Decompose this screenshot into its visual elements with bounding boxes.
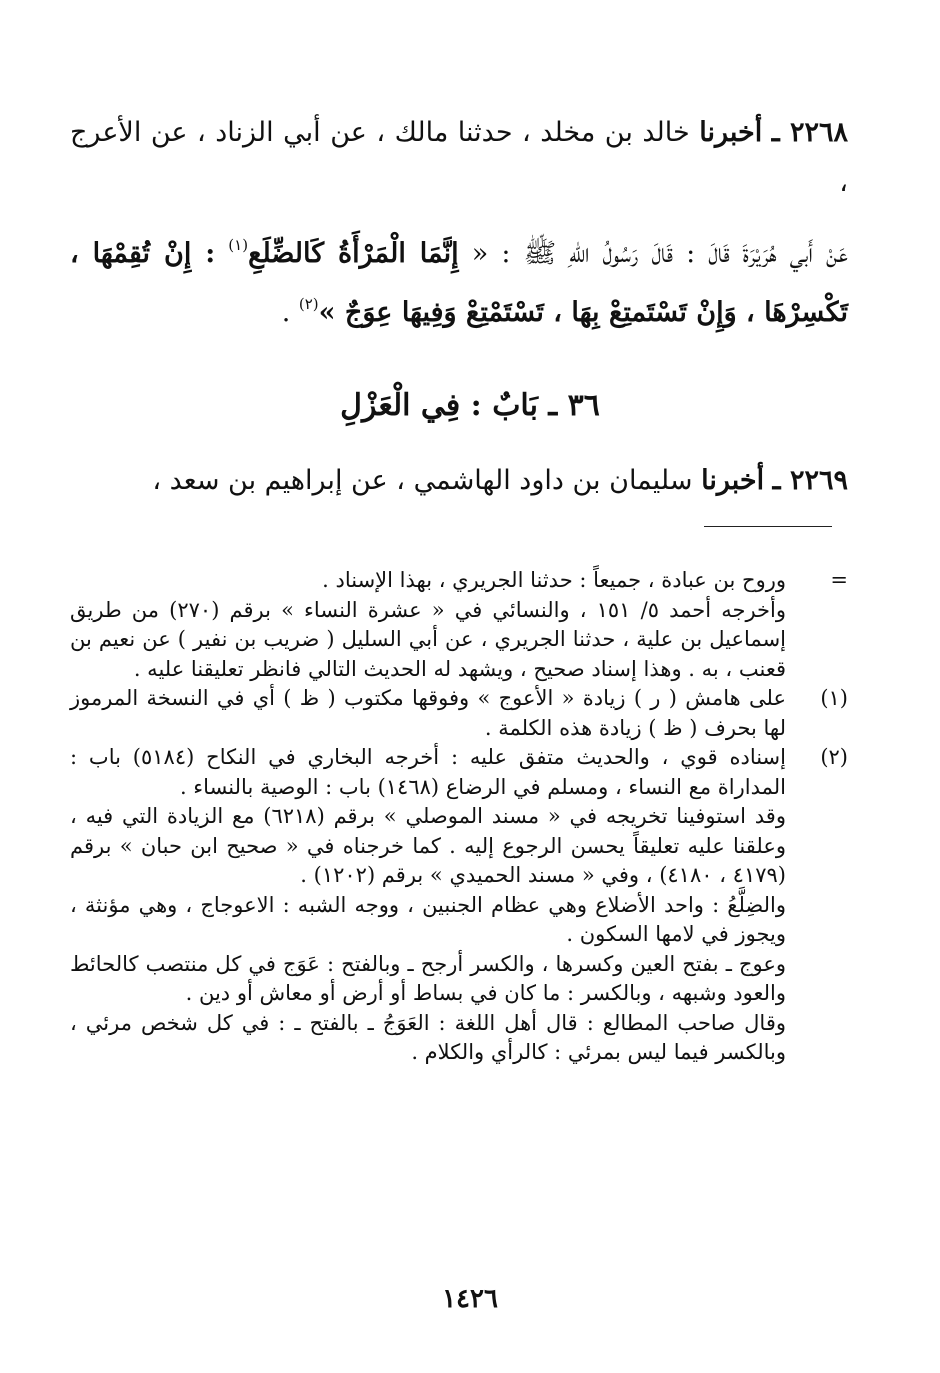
- chapter-heading: ٣٦ ـ بَابٌ : فِي الْعَزْلِ: [340, 388, 600, 423]
- matn-rest: : إِنْ تُقِمْهَا ، تَكْسِرْهَا ، وَإِنْ تَسْتَمتِعْ بِهَا ، تَسْتَمْتِعْ وَفِيهَا عِوَجٌ »: [70, 238, 848, 328]
- page-number: ١٤٢٦: [442, 1284, 498, 1314]
- footnote-ref-2: (٢): [298, 295, 319, 313]
- hadith-isnad: خالد بن مخلد ، حدثنا مالك ، عن أبي الزناد ، عن الأعرج ،: [70, 117, 848, 198]
- footnote-line: وعوج ـ بفتح العين وكسرها ، والكسر أرجح ـ وبالفتح : عَوَج في كل منتصب كالحائط والعود وشبهه ، وبالكسر : ما كان في بساط أو أرض أو معاش أو دين .: [70, 951, 786, 1005]
- footnote-mark: (٢): [820, 745, 848, 769]
- hadith-number: ٢٢٦٨ ـ: [771, 117, 848, 148]
- footnote-mark: (١): [820, 686, 848, 710]
- footnote-mark: =: [830, 568, 848, 592]
- hadith-lead: أخبرنا: [699, 117, 763, 148]
- hadith-matn: [70, 220, 848, 338]
- footnote-ref-1: (١): [228, 236, 249, 254]
- footnote-line: إسناده قوي ، والحديث متفق عليه : أخرجه البخاري في النكاح (٥١٨٤) باب : المداراة مع النساء ، ومسلم في الرضاع (١٤٦٨) باب : الوصية بالنساء .: [70, 745, 786, 799]
- matn-end: .: [281, 297, 291, 328]
- hadith-2268: [70, 108, 848, 208]
- hadith-isnad: سليمان بن داود الهاشمي ، عن إبراهيم بن سعد ،: [152, 465, 693, 496]
- footnote-continued: [70, 566, 848, 684]
- matn-intro: عَنْ أَبي هُرَيْرَةَ قَالَ : قَالَ رَسُولُ اللهِ ﷺ : «: [471, 238, 848, 269]
- footnotes: [70, 566, 848, 1068]
- footnote-line: والضِلَّعُ : واحد الأضلاع وهي عظام الجنبين ، ووجه الشبه : الاعوجاج ، وهي مؤنثة ، ويجوز في لامها السكون .: [70, 892, 786, 946]
- hadith-2269: [70, 456, 848, 506]
- main-text: [70, 108, 848, 338]
- matn-quote: إِنَّمَا الْمَرْأَةُ كَالضِّلَعِ: [248, 238, 459, 269]
- footnote-line: وروح بن عبادة ، جميعاً : حدثنا الجريري ، بهذا الإسناد .: [322, 568, 786, 592]
- footnote-1: [70, 684, 848, 743]
- footnote-line: وقد استوفينا تخريجه في « مسند الموصلي » برقم (٦٢١٨) مع الزيادة التي فيه ، وعلقنا عليه تعليقاً يحسن الرجوع إليه . كما خرجناه في « صحيح ابن حبان » برقم (٤١٧٩ ، ٤١٨٠) ، وفي « مسند الحميدي » برقم (١٢٠٢) .: [70, 804, 786, 887]
- footnote-separator: [704, 526, 832, 527]
- hadith-number: ٢٢٦٩ ـ: [772, 465, 848, 496]
- footnote-2: [70, 743, 848, 1068]
- footnote-line: وأخرجه أحمد ٥/ ١٥١ ، والنسائي في « عشرة النساء » برقم (٢٧٠) من طريق إسماعيل بن علية ، حدثنا الجريري ، عن أبي السليل ( ضريب بن نفير ) عن نعيم بن قعنب ، به . وهذا إسناد صحيح ، ويشهد له الحديث التالي فانظر تعليقنا عليه .: [70, 597, 786, 681]
- footnote-line: وقال صاحب المطالع : قال أهل اللغة : العَوَجُ ـ بالفتح ـ : في كل شخص مرئي ، وبالكسر فيما ليس بمرئي : كالرأي والكلام .: [70, 1010, 786, 1064]
- hadith-lead: أخبرنا: [701, 465, 765, 496]
- footnote-line: على هامش ( ر ) زيادة « الأعوج » وفوقها مكتوب ( ظ ) أي في النسخة المرموز لها بحرف ( ظ ) زيادة هذه الكلمة .: [70, 686, 786, 740]
